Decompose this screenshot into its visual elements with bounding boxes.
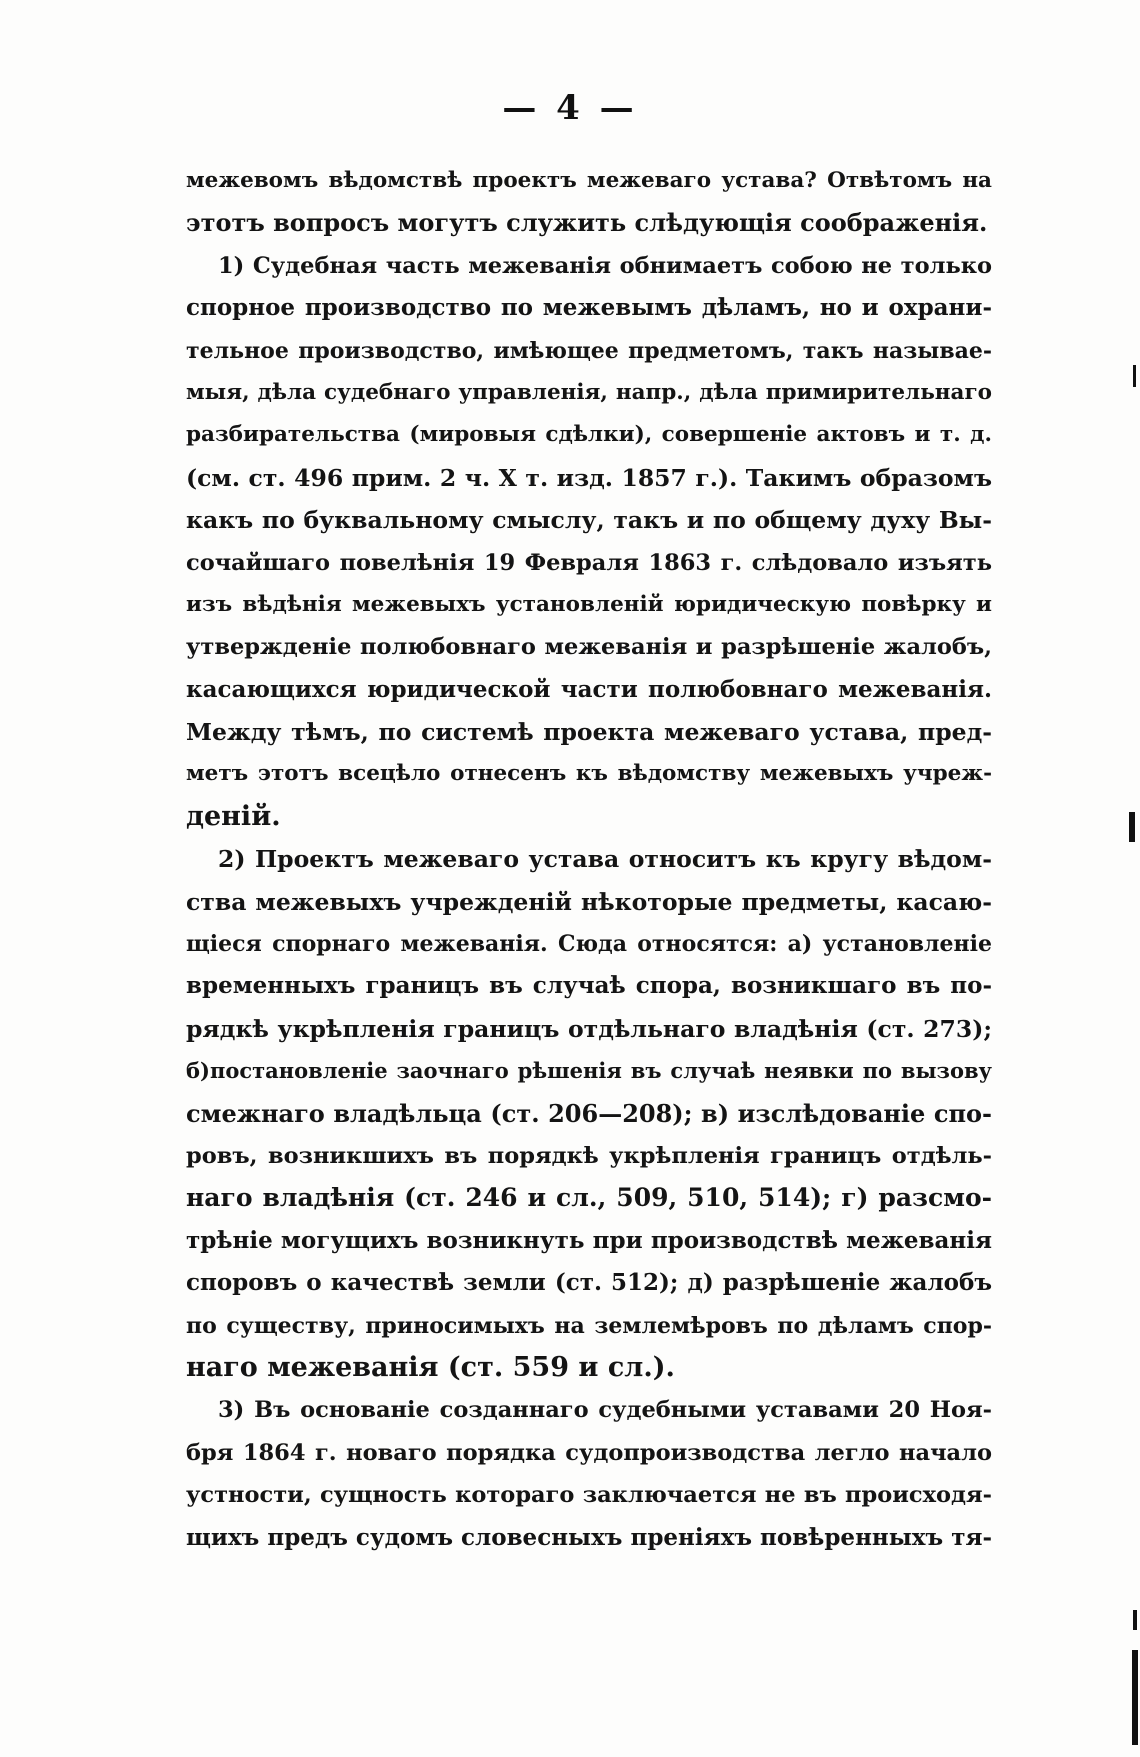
text-line: наго межеванія (ст. 559 и сл.).	[186, 1351, 675, 1383]
text-line: деній.	[186, 800, 281, 832]
scan-edge-mark	[1129, 812, 1135, 842]
text-line: мыя, дѣла судебнаго управленія, напр., дѣла примирительнаго	[186, 379, 992, 405]
text-line: временныхъ границъ въ случаѣ спора, возникшаго въ по-	[186, 972, 992, 1000]
text-line: бря 1864 г. новаго порядка судопроизводства легло начало	[186, 1439, 992, 1466]
text-line: споровъ о качествѣ земли (ст. 512); д) разрѣшеніе жалобъ	[186, 1269, 992, 1297]
text-line: б)постановленіе заочнаго рѣшенія въ случаѣ неявки по вызову	[186, 1058, 992, 1084]
text-line: рядкѣ укрѣпленія границъ отдѣльнаго владѣнія (ст. 273);	[186, 1014, 992, 1043]
text-line: 2) Проектъ межеваго устава относитъ къ кругу вѣдом-	[218, 845, 992, 874]
text-line: утвержденіе полюбовнаго межеванія и разрѣшеніе жалобъ,	[186, 634, 992, 661]
text-line: разбирательства (мировыя сдѣлки), совершеніе актовъ и т. д.	[186, 422, 992, 448]
text-line: тельное производство, имѣющее предметомъ, такъ называе-	[186, 337, 992, 364]
text-line: щихъ предъ судомъ словесныхъ преніяхъ повѣренныхъ тя-	[186, 1523, 992, 1551]
text-line: по существу, приносимыхъ на землемѣровъ по дѣламъ спор-	[186, 1312, 992, 1339]
text-line: спорное производство по межевымъ дѣламъ, но и охрани-	[186, 294, 992, 322]
text-body	[186, 160, 992, 1559]
text-line: межевомъ вѣдомствѣ проектъ межеваго устава? Отвѣтомъ на	[186, 168, 992, 193]
text-line: ровъ, возникшихъ въ порядкѣ укрѣпленія границъ отдѣль-	[186, 1142, 992, 1169]
text-line: устности, сущность котораго заключается не въ происходя-	[186, 1482, 992, 1509]
text-line: изъ вѣдѣнія межевыхъ установленій юридическую повѣрку и	[186, 591, 992, 617]
scan-edge-mark	[1132, 1650, 1138, 1745]
scan-edge-mark	[1133, 365, 1136, 387]
text-line: 1) Судебная часть межеванія обнимаетъ собою не только	[218, 252, 992, 279]
text-line: 3) Въ основаніе созданнаго судебными уставами 20 Ноя-	[218, 1397, 992, 1424]
text-line: метъ этотъ всецѣло отнесенъ къ вѣдомству межевыхъ учреж-	[186, 761, 992, 787]
text-line: касающихся юридической части полюбовнаго межеванія.	[186, 675, 992, 703]
text-line: ства межевыхъ учрежденій нѣкоторые предметы, касаю-	[186, 887, 992, 916]
text-line: какъ по буквальному смыслу, такъ и по общему духу Вы-	[186, 506, 992, 535]
text-line: трѣніе могущихъ возникнуть при производствѣ межеванія	[186, 1226, 992, 1254]
text-line: (см. ст. 496 прим. 2 ч. X т. изд. 1857 г.). Такимъ образомъ	[186, 463, 992, 492]
text-line: этотъ вопросъ могутъ служить слѣдующія соображенія.	[186, 208, 988, 238]
text-line: щіеся спорнаго межеванія. Сюда относятся: а) установленіе	[186, 931, 992, 958]
text-line: смежнаго владѣльца (ст. 206—208); в) изслѣдованіе спо-	[186, 1098, 992, 1128]
scan-edge-mark	[1133, 1610, 1137, 1630]
page-number: — 4 —	[502, 88, 638, 128]
text-line: наго владѣнія (ст. 246 и сл., 509, 510, 514); г) разсмо-	[186, 1183, 992, 1213]
text-line: сочайшаго повелѣнія 19 Февраля 1863 г. слѣдовало изъять	[186, 549, 992, 576]
text-line: Между тѣмъ, по системѣ проекта межеваго устава, пред-	[186, 718, 992, 747]
